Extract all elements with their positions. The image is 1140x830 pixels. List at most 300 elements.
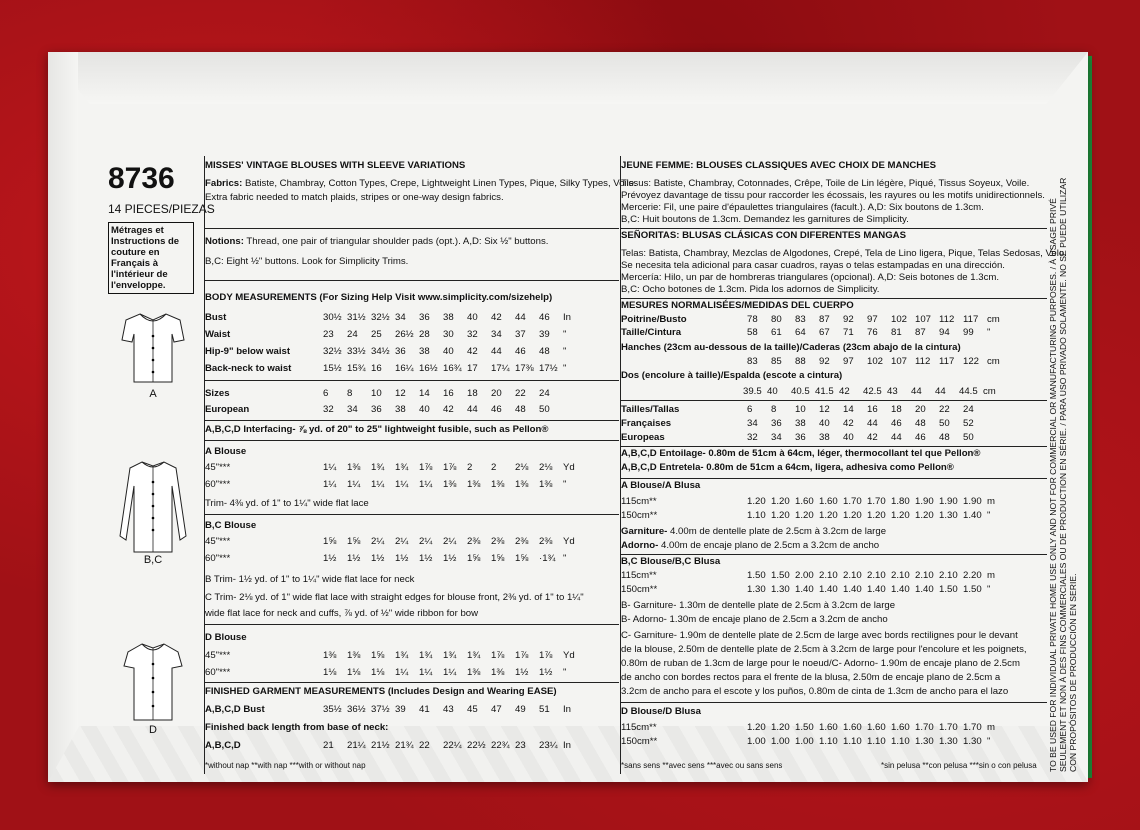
row-label: Europeas <box>621 432 665 443</box>
unit-label: " <box>987 736 991 747</box>
cell-value: 23 <box>515 740 526 751</box>
cell-value: 2.10 <box>867 570 886 581</box>
table-row <box>621 510 1047 523</box>
spanish-telas-2: Se necesita tela adicional para casar cuadros, rayas o telas estampadas en una dirección. <box>621 260 1005 271</box>
cell-value: 14 <box>843 404 854 415</box>
blouse-a-sketch <box>118 306 188 386</box>
cell-value: 22½ <box>467 740 486 751</box>
cell-value: 1.30 <box>939 736 958 747</box>
row-label: Bust <box>205 312 227 323</box>
spanish-title: SEÑORITAS: BLUSAS CLÁSICAS CON DIFERENTES MANGAS <box>621 230 906 241</box>
cell-value: 1⅜ <box>467 479 481 490</box>
cell-value: 1.20 <box>747 496 766 507</box>
cell-value: 36½ <box>347 704 366 715</box>
cell-value: 1¼ <box>419 667 433 678</box>
c-garniture: C- Garniture- 1.90m de dentelle plate de 2.5cm de large avec bords rectilignes pour le devant <box>621 630 1018 641</box>
spanish-footnote: *sin pelusa **con pelusa ***sin o con pelusa <box>881 761 1037 770</box>
table-row <box>205 740 619 753</box>
cell-value: 1.50 <box>747 570 766 581</box>
cell-value: 16 <box>371 363 382 374</box>
cell-value: 1¼ <box>395 479 409 490</box>
cell-value: 20 <box>915 404 926 415</box>
a-blouse-title: A Blouse <box>205 446 247 457</box>
cell-value: 46 <box>539 312 550 323</box>
table-row <box>205 388 619 401</box>
cell-value: 49 <box>515 704 526 715</box>
cell-value: 44.5 <box>959 386 978 397</box>
a-trim: Trim- 4⅜ yd. of 1" to 1¼" wide flat lace <box>205 498 369 509</box>
cell-value: 2⅛ <box>515 462 529 473</box>
cell-value: 1⅜ <box>515 479 529 490</box>
c-trim-2: wide flat lace for neck and cuffs, ⅞ yd. of ½" wide ribbon for bow <box>205 608 479 619</box>
cell-value: 39 <box>395 704 406 715</box>
envelope-top-flap <box>48 52 1088 104</box>
english-column <box>204 156 637 774</box>
cell-value: 78 <box>747 314 758 325</box>
table-row <box>205 667 619 680</box>
cell-value: 1.20 <box>819 510 838 521</box>
cell-value: 45 <box>467 704 478 715</box>
cell-value: 1.30 <box>963 736 982 747</box>
table-row <box>621 314 1047 327</box>
cell-value: 40 <box>819 418 830 429</box>
cell-value: 31½ <box>347 312 366 323</box>
cell-value: 21 <box>323 740 334 751</box>
cell-value: 1.20 <box>771 510 790 521</box>
cell-value: 2.20 <box>963 570 982 581</box>
interfacing-line: A,B,C,D Interfacing- ⅞ yd. of 20" to 25" lightweight fusible, such as Pellon® <box>205 424 549 435</box>
cell-value: 99 <box>963 327 974 338</box>
cell-value: 17⅜ <box>515 363 534 374</box>
cell-value: 1¼ <box>371 479 385 490</box>
french-tissus-2: Prévoyez davantage de tissu pour raccorder les écossais, les rayures ou les motifs unidirectionnels. <box>621 190 1045 201</box>
cell-value: 1⅛ <box>371 667 385 678</box>
cell-value: 61 <box>771 327 782 338</box>
blouse-d-sketch <box>118 636 188 726</box>
french-instructions-note: Métrages et Instructions de couture en Français à l'intérieur de l'enveloppe. <box>108 222 194 294</box>
cell-value: 1.80 <box>891 496 910 507</box>
table-row <box>205 404 619 417</box>
table-row <box>621 386 1047 399</box>
cell-value: 35½ <box>323 704 342 715</box>
cell-value: 48 <box>539 346 550 357</box>
d-blusa-title: D Blouse/D Blusa <box>621 706 701 717</box>
cell-value: 26½ <box>395 329 414 340</box>
cell-value: 15½ <box>323 363 342 374</box>
cell-value: 1¾ <box>419 650 433 661</box>
cell-value: 87 <box>819 314 830 325</box>
fabrics-note: Extra fabric needed to match plaids, stripes or one-way design fabrics. <box>205 192 504 203</box>
bc-blusa-title: B,C Blouse/B,C Blusa <box>621 556 721 567</box>
cell-value: 2.10 <box>891 570 910 581</box>
notions-line: Notions: Thread, one pair of triangular shoulder pads (opt.). A,D: Six ½" buttons. <box>205 236 549 247</box>
cell-value: 67 <box>819 327 830 338</box>
table-row <box>621 404 1047 417</box>
unit-label: Yd <box>563 650 575 661</box>
cell-value: 1.70 <box>963 722 982 733</box>
cell-value: 43 <box>887 386 898 397</box>
cell-value: 83 <box>795 314 806 325</box>
row-label: 115cm** <box>621 722 657 733</box>
c-garniture-4: de ancho con bordes rectos para el frente de la blusa, 2.50m de encaje plano de 2.5cm a <box>621 672 1001 683</box>
entoilage-line: A,B,C,D Entoilage- 0.80m de 51cm à 64cm, léger, thermocollant tel que Pellon® <box>621 448 981 459</box>
cell-value: 16¼ <box>395 363 414 374</box>
table-row <box>205 479 619 492</box>
cell-value: 1.30 <box>915 736 934 747</box>
row-label: Taille/Cintura <box>621 327 682 338</box>
cell-value: 34 <box>491 329 502 340</box>
cell-value: 87 <box>915 327 926 338</box>
cell-value: 39.5 <box>743 386 762 397</box>
cell-value: 71 <box>843 327 854 338</box>
cell-value: 16¾ <box>443 363 462 374</box>
cell-value: 1.60 <box>819 722 838 733</box>
cell-value: 122 <box>963 356 980 367</box>
cell-value: 47 <box>491 704 502 715</box>
cell-value: 6 <box>747 404 753 415</box>
cell-value: 1½ <box>347 553 361 564</box>
cell-value: 46 <box>915 432 926 443</box>
row-label: 45"*** <box>205 650 231 661</box>
cell-value: 1.20 <box>771 722 790 733</box>
cell-value: 1.40 <box>819 584 838 595</box>
cell-value: 1.20 <box>915 510 934 521</box>
row-label: 45"*** <box>205 536 231 547</box>
cell-value: 10 <box>371 388 382 399</box>
cell-value: 6 <box>323 388 329 399</box>
unit-label: " <box>987 327 991 338</box>
cell-value: 80 <box>771 314 782 325</box>
cell-value: 1.40 <box>963 510 982 521</box>
cell-value: 1⅝ <box>347 536 361 547</box>
cell-value: 34 <box>347 404 358 415</box>
cell-value: 1.20 <box>747 722 766 733</box>
cell-value: 1.30 <box>747 584 766 595</box>
cell-value: 40 <box>419 404 430 415</box>
cell-value: 33½ <box>347 346 366 357</box>
cell-value: 1⅜ <box>467 667 481 678</box>
cell-value: 32½ <box>323 346 342 357</box>
cell-value: 30½ <box>323 312 342 323</box>
cell-value: 2.10 <box>819 570 838 581</box>
cell-value: 2¼ <box>395 536 409 547</box>
cell-value: 1.20 <box>795 510 814 521</box>
cell-value: 1¼ <box>395 667 409 678</box>
cell-value: 1.20 <box>867 510 886 521</box>
cell-value: 1.40 <box>867 584 886 595</box>
cell-value: 24 <box>539 388 550 399</box>
cell-value: 117 <box>939 356 955 367</box>
cell-value: 64 <box>795 327 806 338</box>
row-label: Poitrine/Busto <box>621 314 687 325</box>
a-blusa-title: A Blouse/A Blusa <box>621 480 701 491</box>
cell-value: 30 <box>443 329 454 340</box>
cell-value: 1⅜ <box>347 462 361 473</box>
cell-value: 36 <box>371 404 382 415</box>
cell-value: 1.20 <box>843 510 862 521</box>
cell-value: 1.70 <box>867 496 886 507</box>
cell-value: 1⅜ <box>347 650 361 661</box>
table-row <box>621 432 1047 445</box>
row-label: A,B,C,D <box>205 740 241 751</box>
cell-value: 50 <box>963 432 974 443</box>
cell-value: 1⅞ <box>539 650 553 661</box>
cell-value: 81 <box>891 327 902 338</box>
cell-value: 1.60 <box>867 722 886 733</box>
finished-garment-title: FINISHED GARMENT MEASUREMENTS (Includes Design and Wearing EASE) <box>205 686 557 697</box>
cell-value: 2.10 <box>939 570 958 581</box>
cell-value: 44 <box>467 404 478 415</box>
unit-label: " <box>563 329 567 340</box>
unit-label: " <box>987 584 991 595</box>
cell-value: 46 <box>891 418 902 429</box>
unit-label: In <box>563 312 572 323</box>
cell-value: 16½ <box>419 363 438 374</box>
cell-value: 12 <box>819 404 830 415</box>
unit-label: In <box>563 740 572 751</box>
row-label: 150cm** <box>621 510 658 521</box>
cell-value: 1.20 <box>771 496 790 507</box>
cell-value: 2⅜ <box>539 536 553 547</box>
cell-value: 1.60 <box>891 722 910 733</box>
cell-value: 42.5 <box>863 386 882 397</box>
cell-value: 24 <box>347 329 358 340</box>
cell-value: 1⅜ <box>491 667 505 678</box>
cell-value: 34 <box>395 312 406 323</box>
cell-value: 21¾ <box>395 740 414 751</box>
table-row <box>205 536 619 549</box>
cell-value: 16 <box>443 388 454 399</box>
cell-value: 1.40 <box>795 584 814 595</box>
cell-value: 1.90 <box>963 496 982 507</box>
c-garniture-3: 0.80m de ruban de 1.3cm de large pour le noeud/C- Adorno- 1.90m de encaje plano de 2.5cm <box>621 658 1020 669</box>
body-measurements-title: BODY MEASUREMENTS (For Sizing Help Visit www.simplicity.com/sizehelp) <box>205 292 553 303</box>
cell-value: 1.90 <box>915 496 934 507</box>
cell-value: 18 <box>891 404 902 415</box>
cell-value: 44 <box>515 312 526 323</box>
cell-value: 1⅞ <box>443 462 457 473</box>
cell-value: 1.70 <box>939 722 958 733</box>
cell-value: 83 <box>747 356 758 367</box>
cell-value: 1½ <box>323 553 337 564</box>
cell-value: 34 <box>771 432 782 443</box>
cell-value: 2¼ <box>419 536 433 547</box>
cell-value: 17½ <box>539 363 558 374</box>
cell-value: 2.10 <box>843 570 862 581</box>
cell-value: 1½ <box>371 553 385 564</box>
unit-label: In <box>563 704 572 715</box>
cell-value: 2.00 <box>795 570 814 581</box>
cell-value: 34½ <box>371 346 390 357</box>
english-title: MISSES' VINTAGE BLOUSES WITH SLEEVE VARIATIONS <box>205 160 466 171</box>
cell-value: 58 <box>747 327 758 338</box>
cell-value: 40 <box>843 432 854 443</box>
unit-label: " <box>563 667 567 678</box>
b-adorno: B- Adorno- 1.30m de encaje plano de 2.5cm a 3.2cm de ancho <box>621 614 888 625</box>
cell-value: 1.50 <box>771 570 790 581</box>
dos-label: Dos (encolure à taille)/Espalda (escote a cintura) <box>621 370 843 381</box>
unit-label: Yd <box>563 536 575 547</box>
cell-value: 46 <box>515 346 526 357</box>
cell-value: 1⅞ <box>419 462 433 473</box>
cell-value: 40 <box>443 346 454 357</box>
cell-value: 1.60 <box>843 722 862 733</box>
cell-value: 1¾ <box>443 650 457 661</box>
cell-value: 1¼ <box>323 479 337 490</box>
cell-value: 21¼ <box>347 740 366 751</box>
cell-value: 1.20 <box>891 510 910 521</box>
cell-value: 22 <box>419 740 430 751</box>
cell-value: 2.10 <box>915 570 934 581</box>
cell-value: 102 <box>867 356 884 367</box>
cell-value: 42 <box>843 418 854 429</box>
cell-value: ·1¾ <box>539 553 556 564</box>
cell-value: 36 <box>395 346 406 357</box>
cell-value: 48 <box>915 418 926 429</box>
bc-blouse-title: B,C Blouse <box>205 520 257 531</box>
spanish-merceria-2: B,C: Ocho botones de 1.3cm. Pida los adornos de Simplicity. <box>621 284 880 295</box>
cell-value: 1¼ <box>323 462 337 473</box>
cell-value: 1⅛ <box>323 667 337 678</box>
cell-value: 1.50 <box>939 584 958 595</box>
cell-value: 20 <box>491 388 502 399</box>
cell-value: 23 <box>323 329 334 340</box>
cell-value: 14 <box>419 388 430 399</box>
cell-value: 1.50 <box>795 722 814 733</box>
cell-value: 1.30 <box>771 584 790 595</box>
cell-value: 44 <box>867 418 878 429</box>
cell-value: 1⅝ <box>467 553 481 564</box>
table-row <box>621 356 1047 369</box>
cell-value: 22¼ <box>443 740 462 751</box>
cell-value: 42 <box>867 432 878 443</box>
cell-value: 92 <box>843 314 854 325</box>
cell-value: 50 <box>939 418 950 429</box>
cell-value: 12 <box>395 388 406 399</box>
french-tissus: Tissus: Batiste, Chambray, Cotonnades, Crêpe, Toile de Lin légère, Piqué, Tissus Soyeux, Voile. <box>621 178 1030 189</box>
french-footnote: *sans sens **avec sens ***avec ou sans sens <box>621 761 783 770</box>
table-row <box>621 327 1047 340</box>
row-label: Waist <box>205 329 231 340</box>
pattern-number: 8736 <box>108 162 175 195</box>
metric-measurements-title: MESURES NORMALISÉES/MEDIDAS DEL CUERPO <box>621 300 854 311</box>
cell-value: 42 <box>839 386 850 397</box>
cell-value: 1½ <box>443 553 457 564</box>
cell-value: 1⅝ <box>491 553 505 564</box>
cell-value: 1.10 <box>891 736 910 747</box>
row-label: Tailles/Tallas <box>621 404 680 415</box>
cell-value: 44 <box>891 432 902 443</box>
cell-value: 1.50 <box>963 584 982 595</box>
table-row <box>205 363 619 376</box>
cell-value: 2 <box>491 462 497 473</box>
cell-value: 1⅜ <box>443 479 457 490</box>
french-title: JEUNE FEMME: BLOUSES CLASSIQUES AVEC CHOIX DE MANCHES <box>621 160 937 171</box>
cell-value: 32½ <box>371 312 390 323</box>
cell-value: 42 <box>491 312 502 323</box>
cell-value: 117 <box>963 314 979 325</box>
cell-value: 44 <box>911 386 922 397</box>
cell-value: 51 <box>539 704 550 715</box>
cell-value: 22 <box>939 404 950 415</box>
cell-value: 1.00 <box>795 736 814 747</box>
cell-value: 1.60 <box>795 496 814 507</box>
cell-value: 37½ <box>371 704 390 715</box>
cell-value: 2⅜ <box>491 536 505 547</box>
cell-value: 16 <box>867 404 878 415</box>
row-label: Sizes <box>205 388 230 399</box>
cell-value: 38 <box>795 418 806 429</box>
cell-value: 1½ <box>539 667 553 678</box>
cell-value: 112 <box>939 314 955 325</box>
cell-value: 22 <box>515 388 526 399</box>
row-label: Hip-9" below waist <box>205 346 291 357</box>
unit-label: cm <box>983 386 996 397</box>
cell-value: 1⅝ <box>323 536 337 547</box>
unit-label: Yd <box>563 462 575 473</box>
row-label: Back-neck to waist <box>205 363 292 374</box>
cell-value: 1⅞ <box>515 650 529 661</box>
cell-value: 17¼ <box>491 363 510 374</box>
spanish-telas: Telas: Batista, Chambray, Mezclas de Algodones, Crepé, Tela de Lino ligera, Pique, Telas Sedosas, Velo. <box>621 248 1067 259</box>
cell-value: 2 <box>467 462 473 473</box>
blouse-bc-sketch <box>118 456 188 556</box>
cell-value: 32 <box>323 404 334 415</box>
cell-value: 1.90 <box>939 496 958 507</box>
cell-value: 97 <box>867 314 878 325</box>
table-row <box>621 496 1047 509</box>
unit-label: m <box>987 722 995 733</box>
cell-value: 88 <box>795 356 806 367</box>
cell-value: 1.00 <box>771 736 790 747</box>
cell-value: 1¾ <box>395 462 409 473</box>
pattern-back-sheet <box>108 156 1078 774</box>
cell-value: 76 <box>867 327 878 338</box>
table-row <box>621 736 1047 749</box>
row-label: Françaises <box>621 418 672 429</box>
row-label: European <box>205 404 250 415</box>
cell-value: 1¼ <box>347 479 361 490</box>
row-label: 115cm** <box>621 570 657 581</box>
notions-line-2: B,C: Eight ½" buttons. Look for Simplicity Trims. <box>205 256 409 267</box>
table-row <box>205 312 619 325</box>
private-use-notice: TO BE USED FOR INDIVIDUAL PRIVATE HOME USE ONLY AND NOT FOR COMMERCIAL OR MANUFACTURING PURPOSES. / À USAGE PRIVÉ SEULEMENT ET NON À DES FINS COMMERCIALES OU DE PRODUCTION EN SÉRIE. / PARA USO PRIVADO SOLAMENTE. NO SE PUEDE UTILIZAR CON PROPÓSITOS DE PRODUCCIÓN EN SERIE. <box>1048 177 1078 772</box>
table-row <box>205 553 619 566</box>
cell-value: 1⅜ <box>491 479 505 490</box>
cell-value: 46 <box>491 404 502 415</box>
cell-value: 1.70 <box>843 496 862 507</box>
figure-label-d: D <box>149 724 157 736</box>
cell-value: 22¾ <box>491 740 510 751</box>
cell-value: 112 <box>915 356 931 367</box>
cell-value: 2¼ <box>443 536 457 547</box>
cell-value: 25 <box>371 329 382 340</box>
cell-value: 44 <box>491 346 502 357</box>
cell-value: 1½ <box>395 553 409 564</box>
table-row <box>205 650 619 663</box>
cell-value: 1⅝ <box>371 650 385 661</box>
cell-value: 1.40 <box>891 584 910 595</box>
envelope-left-flap <box>48 52 78 782</box>
cell-value: 2⅜ <box>515 536 529 547</box>
table-row <box>621 418 1047 431</box>
cell-value: 85 <box>771 356 782 367</box>
cell-value: 38 <box>419 346 430 357</box>
cell-value: 40 <box>467 312 478 323</box>
row-label: 60"*** <box>205 553 231 564</box>
unit-label: " <box>563 553 567 564</box>
c-garniture-2: de la blouse, 2.50m de dentelle plate de 2.5cm à 3.2cm de large pour l'encolure et les poignets, <box>621 644 1027 655</box>
